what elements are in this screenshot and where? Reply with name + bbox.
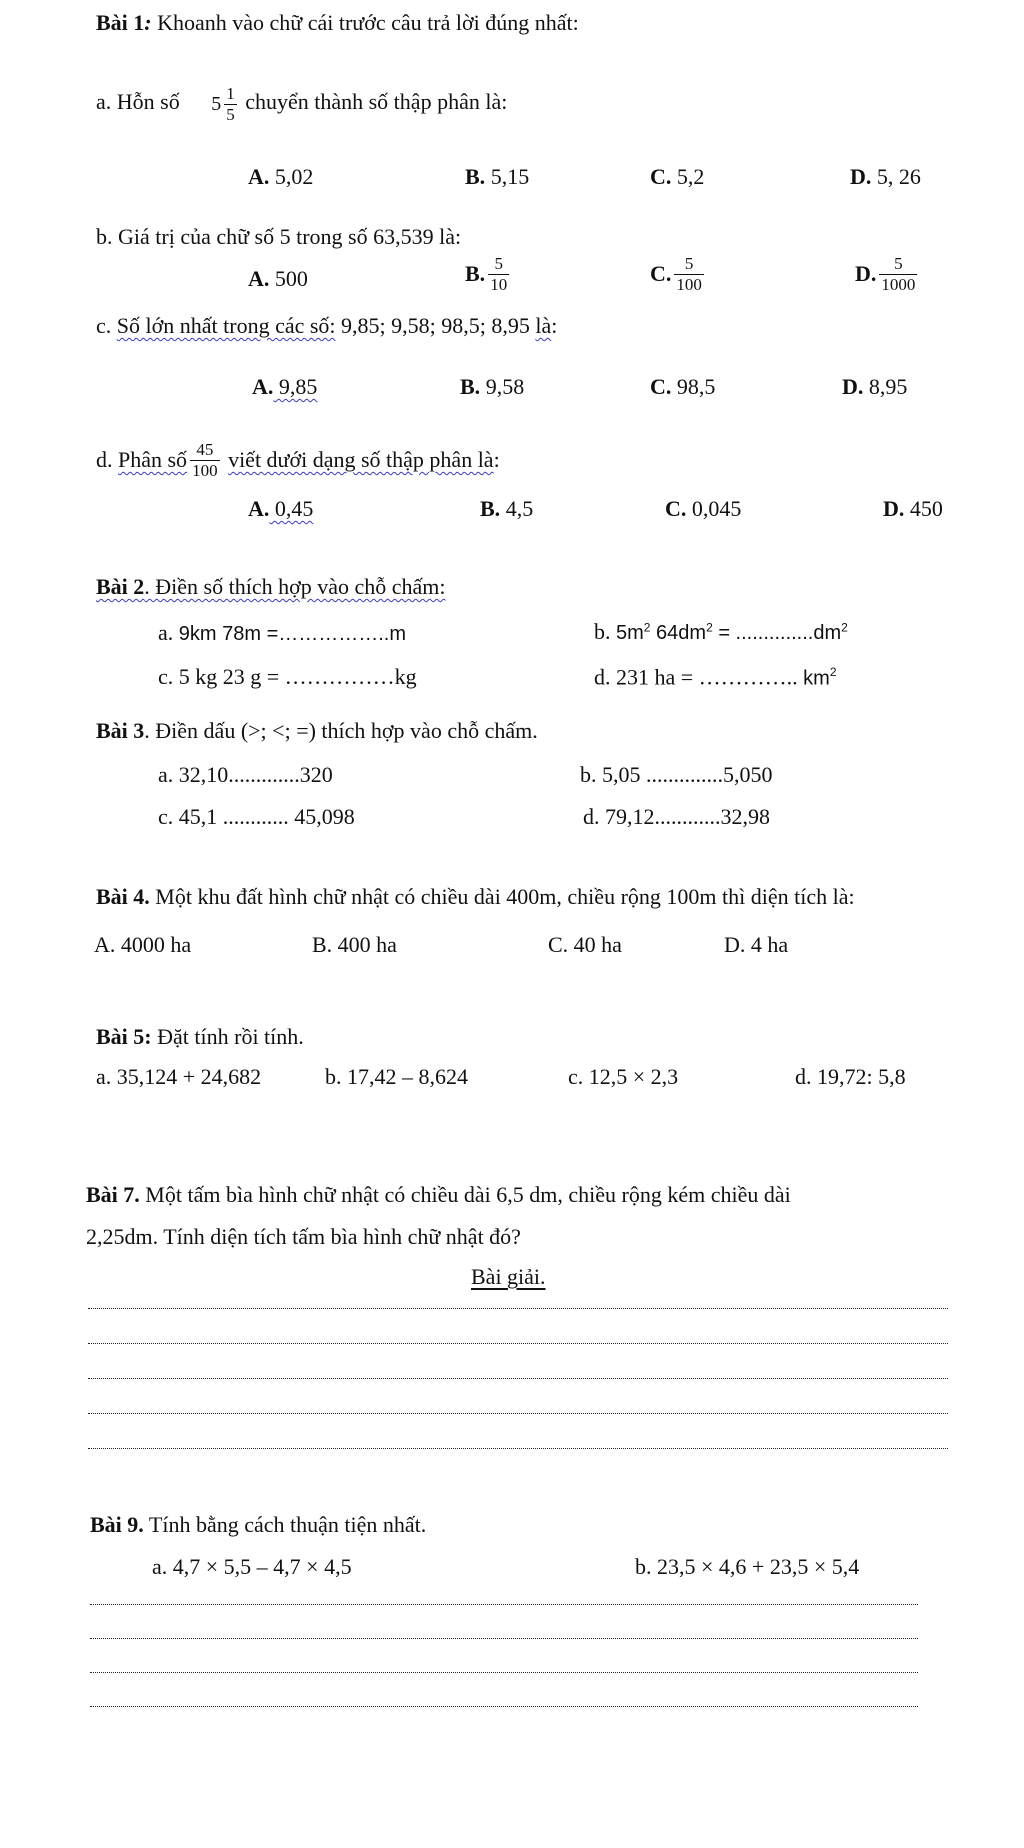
answer-line[interactable]	[90, 1672, 918, 1673]
bai1c-option-d[interactable]: D. 8,95	[842, 374, 908, 399]
bai5-item-a: a. 35,124 + 24,682	[96, 1064, 262, 1089]
bai9-item-a: a. 4,7 × 5,5 – 4,7 × 4,5	[152, 1554, 352, 1579]
bai1c-option-c[interactable]: C. 98,5	[650, 374, 716, 399]
answer-line[interactable]	[88, 1413, 948, 1414]
bai1b-option-c-fraction: $\frac{5}{100}$	[676, 254, 702, 294]
bai1b-option-a[interactable]: A. 500	[248, 266, 308, 291]
bai3-item-d: d. 79,12............32,98	[583, 804, 770, 829]
bai1b-option-b[interactable]: B. $\frac{5}{10}$	[465, 254, 508, 294]
bai1a-mixed-whole: 5	[211, 93, 222, 116]
answer-line[interactable]	[88, 1448, 948, 1449]
bai7-line2: 2,25dm. Tính diện tích tấm bìa hình chữ nhật đó?	[86, 1224, 521, 1249]
bai1a-option-a[interactable]: A. 5,02	[248, 164, 314, 189]
bai9-item-b: b. 23,5 × 4,6 + 23,5 × 5,4	[635, 1554, 860, 1579]
bai1d-option-d[interactable]: D. 450	[883, 496, 943, 521]
bai1a-option-b[interactable]: B. 5,15	[465, 164, 530, 189]
bai4-title: Bài 4. Một khu đất hình chữ nhật có chiều dài 400m, chiều rộng 100m thì diện tích là:	[96, 884, 855, 909]
bai3-item-b: b. 5,05 ..............5,050	[580, 762, 773, 787]
bai1a-option-c[interactable]: C. 5,2	[650, 164, 705, 189]
bai2d-item: d. 231 ha = ………….. $km^2$	[594, 664, 837, 690]
bai7-line1: Bài 7. Một tấm bìa hình chữ nhật có chiều dài 6,5 dm, chiều rộng kém chiều dài	[86, 1182, 791, 1207]
bai4-option-d[interactable]: D. 4 ha	[724, 932, 789, 957]
answer-line[interactable]	[90, 1604, 918, 1605]
bai1d-question: d. Phân số $\frac{45}{100}$ viết dưới dạng số thập phân là:	[96, 440, 500, 480]
bai1a-fraction	[224, 84, 237, 124]
bai2a-item: a. 9km 78m =……………..m	[158, 620, 407, 645]
bai4-option-c[interactable]: C. 40 ha	[548, 932, 622, 957]
bai1-label: Bài 1	[96, 10, 145, 35]
bai1-colon: :	[144, 10, 152, 35]
bai1b-option-b-fraction: $\frac{5}{10}$	[490, 254, 508, 294]
bai1c-question: c. Số lớn nhất trong các số: 9,85; 9,58; 98,5; 8,95 là:	[96, 313, 558, 338]
bai1d-option-b[interactable]: B. 4,5	[480, 496, 534, 521]
bai1a-suffix: chuyển thành số thập phân là:	[245, 89, 508, 115]
answer-line[interactable]	[88, 1343, 948, 1344]
bai1d-fraction: $\frac{45}{100}$	[192, 440, 218, 480]
bai4-option-b[interactable]: B. 400 ha	[312, 932, 397, 957]
bai5-title: Bài 5: Đặt tính rồi tính.	[96, 1024, 304, 1049]
bai2-title: Bài 2. Điền số thích hợp vào chỗ chấm:	[96, 574, 446, 599]
bai1a-fraction-num: 1	[226, 84, 235, 103]
bai1a-question	[96, 84, 507, 124]
bai1c-underlined-text: Số lớn nhất trong các số:	[116, 313, 336, 338]
bai1b-question: b. Giá trị của chữ số 5 trong số 63,539 là:	[96, 224, 462, 249]
answer-line[interactable]	[90, 1706, 918, 1707]
bai3-item-a: a. 32,10.............320	[158, 762, 333, 787]
bai1d-option-c[interactable]: C. 0,045	[665, 496, 742, 521]
bai1c-option-a[interactable]: A. 9,85	[252, 374, 318, 399]
bai3-item-c: c. 45,1 ............ 45,098	[158, 804, 355, 829]
bai1b-option-c[interactable]: C. $\frac{5}{100}$	[650, 254, 702, 294]
bai1-instruction: Khoanh vào chữ cái trước câu trả lời đúng nhất:	[151, 10, 579, 35]
bai2b-item: b. $5m^2$ $64dm^2 = ..............dm^2$	[594, 619, 848, 644]
bai1a-fraction-den: 5	[226, 104, 235, 124]
bai5-item-c: c. 12,5 × 2,3	[568, 1064, 679, 1089]
bai5-item-d: d. 19,72: 5,8	[795, 1064, 906, 1089]
bai9-title: Bài 9. Tính bằng cách thuận tiện nhất.	[90, 1512, 427, 1537]
bai4-option-a[interactable]: A. 4000 ha	[94, 932, 192, 957]
bai1b-option-d[interactable]: D. $\frac{5}{1000}$	[855, 254, 916, 294]
bai1a-option-d[interactable]: D. 5, 26	[850, 164, 921, 189]
bai1d-option-a[interactable]: A. 0,45	[248, 496, 314, 521]
bai1-title	[96, 12, 579, 34]
answer-line[interactable]	[90, 1638, 918, 1639]
bai1b-option-d-fraction: $\frac{5}{1000}$	[881, 254, 916, 294]
bai1a-prefix: a. Hỗn số	[96, 89, 180, 115]
bai1c-option-b[interactable]: B. 9,58	[460, 374, 525, 399]
bai7-solution-heading: Bài giải.	[471, 1264, 546, 1289]
bai3-title: Bài 3. Điền dấu (>; <; =) thích hợp vào chỗ chấm.	[96, 718, 538, 743]
bai2c-item: c. 5 kg 23 g = ……………kg	[158, 664, 417, 689]
bai5-item-b: b. 17,42 – 8,624	[325, 1064, 468, 1089]
answer-line[interactable]	[88, 1378, 948, 1379]
answer-line[interactable]	[88, 1308, 948, 1309]
